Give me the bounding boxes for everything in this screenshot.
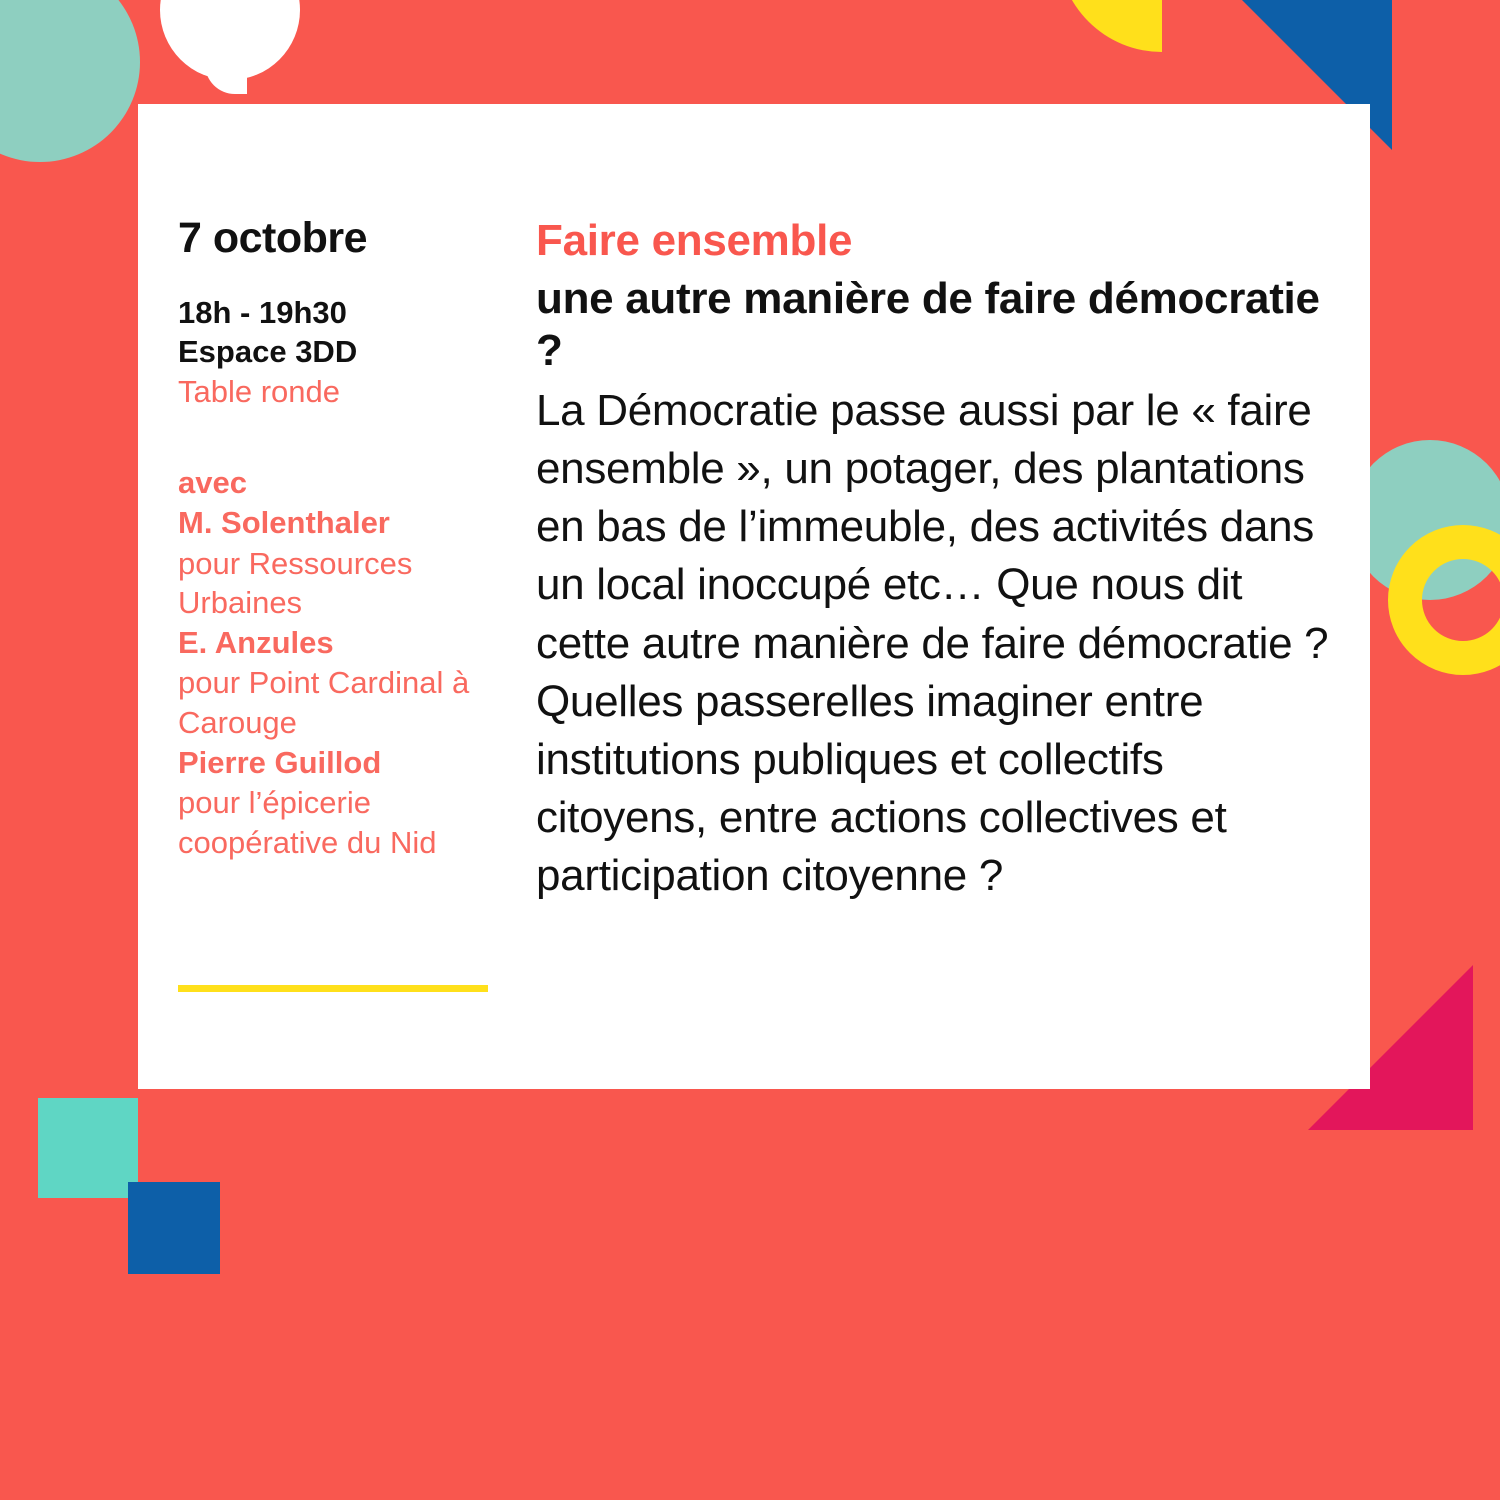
speaker-entry bbox=[178, 503, 478, 623]
blue-square-decoration bbox=[128, 1182, 220, 1274]
speaker-organisation: pour Ressources Urbaines bbox=[178, 545, 413, 621]
speaker-entry bbox=[178, 623, 478, 743]
event-venue: Espace 3DD bbox=[178, 334, 358, 370]
event-description: La Démocratie passe aussi par le « faire ensemble », un potager, des plantations en bas de l’immeuble, des activités dans un local inoccupé etc… Que nous dit cette autre manière de faire démocratie ? Quelles passerelles imaginer entre institutions publiques et collectifs citoyens, entre actions collectives et participation citoyenne ? bbox=[536, 386, 1329, 900]
yellow-quarter-circle-decoration bbox=[1058, 0, 1162, 52]
event-time: 18h - 19h30 bbox=[178, 295, 347, 330]
speaker-name: E. Anzules bbox=[178, 625, 334, 661]
speaker-organisation: pour l’épicerie coopérative du Nid bbox=[178, 784, 437, 860]
speakers-label: avec bbox=[178, 465, 247, 501]
event-format: Table ronde bbox=[178, 373, 341, 409]
teal-square-decoration bbox=[38, 1098, 138, 1198]
event-details-column bbox=[178, 214, 478, 905]
event-date: 7 octobre bbox=[178, 214, 368, 262]
event-description-column bbox=[536, 214, 1330, 905]
event-title-main: une autre manière de faire démocratie ? bbox=[536, 273, 1320, 376]
event-title-accent: Faire ensemble bbox=[536, 216, 853, 265]
speaker-entry bbox=[178, 743, 478, 863]
content-card bbox=[138, 104, 1370, 1089]
speaker-name: Pierre Guillod bbox=[178, 744, 382, 780]
speaker-name: M. Solenthaler bbox=[178, 505, 390, 541]
teal-circle-decoration bbox=[0, 0, 140, 162]
yellow-underline-decoration bbox=[178, 985, 488, 992]
white-speech-bubble-tail-decoration bbox=[205, 52, 247, 94]
speaker-organisation: pour Point Cardinal à Carouge bbox=[178, 665, 470, 740]
